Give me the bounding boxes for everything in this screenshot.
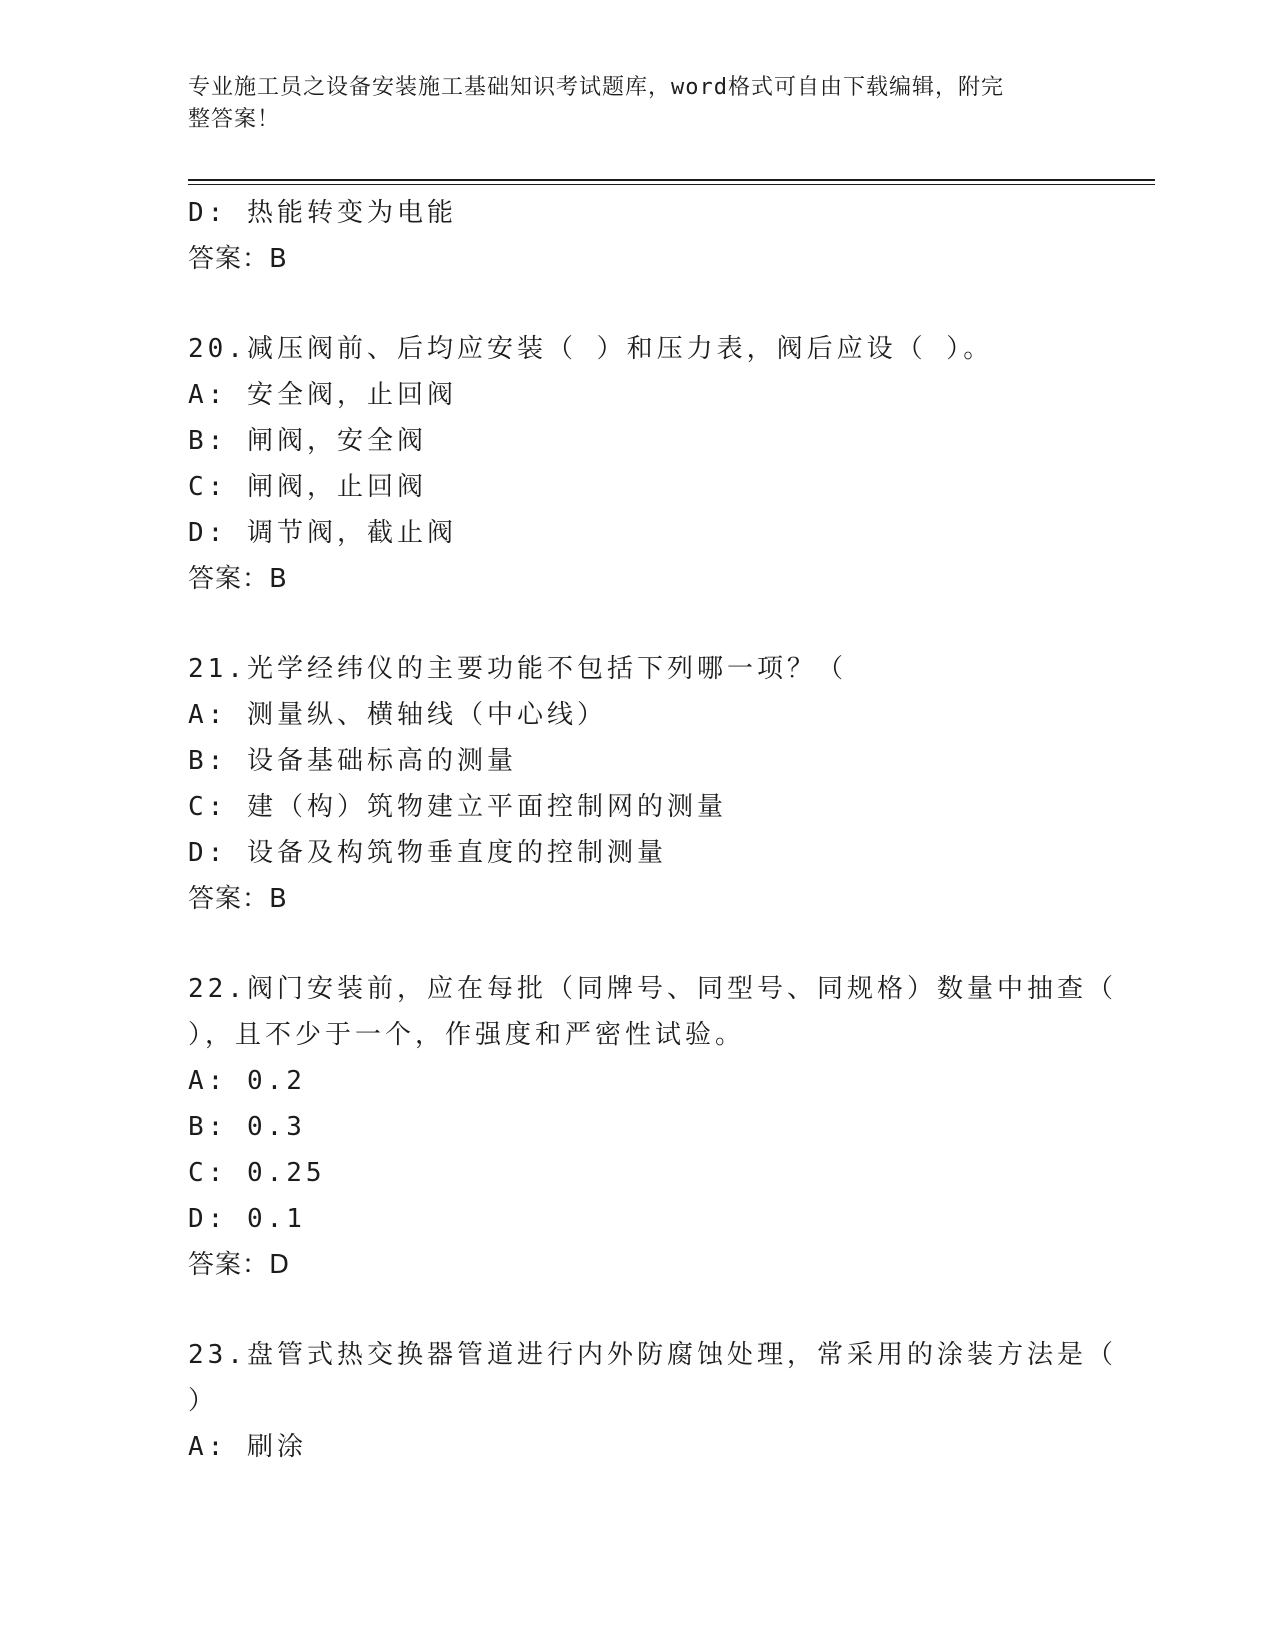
question-20 bbox=[188, 326, 1088, 602]
option-a: A: 刷涂 bbox=[188, 1432, 307, 1462]
option-c: C: 闸阀，止回阀 bbox=[188, 472, 427, 502]
header-line-2: 整答案！ bbox=[188, 107, 281, 132]
question-21 bbox=[188, 646, 1088, 922]
option-b: B: 0.3 bbox=[188, 1112, 306, 1142]
option-b: B: 闸阀，安全阀 bbox=[188, 426, 427, 456]
question-text-continued: ） bbox=[188, 1386, 219, 1416]
question-text: 23.盘管式热交换器管道进行内外防腐蚀处理，常采用的涂装方法是（ bbox=[188, 1340, 1117, 1370]
question-23 bbox=[188, 1332, 1117, 1470]
question-list bbox=[188, 190, 1117, 1470]
option-d: D: 热能转变为电能 bbox=[188, 198, 457, 228]
option-a: A: 测量纵、横轴线（中心线） bbox=[188, 700, 607, 730]
option-d: D: 0.1 bbox=[188, 1204, 306, 1234]
option-d: D: 调节阀，截止阀 bbox=[188, 518, 457, 548]
option-c: C: 建（构）筑物建立平面控制网的测量 bbox=[188, 792, 727, 822]
question-text-continued: ），且不少于一个，作强度和严密性试验。 bbox=[188, 1020, 746, 1050]
answer-line: 答案：D bbox=[188, 1250, 291, 1280]
header-divider-thick bbox=[188, 179, 1155, 181]
question-text: 22.阀门安装前，应在每批（同牌号、同型号、同规格）数量中抽查（ bbox=[188, 974, 1117, 1004]
answer-line: 答案：B bbox=[188, 564, 288, 594]
option-a: A: 0.2 bbox=[188, 1066, 306, 1096]
spacer bbox=[188, 1288, 1088, 1332]
answer-line: 答案：B bbox=[188, 884, 288, 914]
header-line-1: 专业施工员之设备安装施工基础知识考试题库，word格式可自由下载编辑，附完 bbox=[188, 75, 1004, 100]
spacer bbox=[188, 282, 1088, 326]
option-a: A: 安全阀，止回阀 bbox=[188, 380, 457, 410]
option-c: C: 0.25 bbox=[188, 1158, 326, 1188]
answer-line: 答案：B bbox=[188, 244, 288, 274]
header-divider-thin bbox=[188, 184, 1155, 185]
spacer bbox=[188, 602, 1088, 646]
question-text: 20.减压阀前、后均应安装（ ）和压力表，阀后应设（ ）。 bbox=[188, 334, 994, 364]
question-text: 21.光学经纬仪的主要功能不包括下列哪一项？（ bbox=[188, 654, 847, 684]
option-d: D: 设备及构筑物垂直度的控制测量 bbox=[188, 838, 667, 868]
question-22 bbox=[188, 966, 1117, 1288]
spacer bbox=[188, 922, 1088, 966]
option-b: B: 设备基础标高的测量 bbox=[188, 746, 517, 776]
document-header bbox=[188, 72, 1068, 136]
